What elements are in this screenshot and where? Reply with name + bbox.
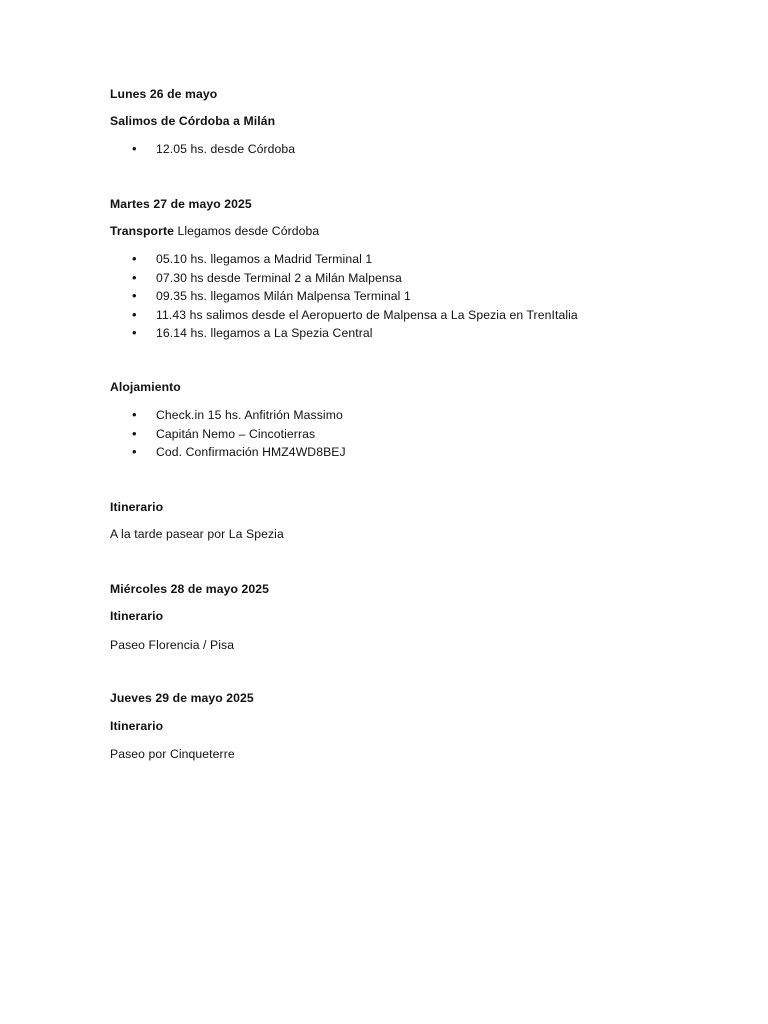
bullet-icon: • — [132, 251, 137, 266]
bullet-icon: • — [132, 270, 137, 285]
transport-text: Llegamos desde Córdoba — [173, 224, 320, 238]
day4-itinerary-heading: Itinerario — [110, 719, 164, 733]
list-item — [132, 444, 346, 460]
bullet-icon: • — [132, 288, 137, 303]
list-item-text: Check.in 15 hs. Anfitrión Massimo — [156, 408, 343, 422]
list-item-text: 07.30 hs desde Terminal 2 a Milán Malpensa — [156, 271, 402, 285]
day3-heading: Miércoles 28 de mayo 2025 — [110, 582, 269, 596]
list-item — [132, 141, 295, 157]
bullet-icon: • — [132, 307, 137, 322]
day4-heading: Jueves 29 de mayo 2025 — [110, 691, 254, 705]
day2-itinerary-heading: Itinerario — [110, 500, 164, 514]
list-item-text: 11.43 hs salimos desde el Aeropuerto de Malpensa a La Spezia en TrenItalia — [156, 308, 578, 322]
list-item — [132, 288, 411, 304]
bullet-icon: • — [132, 141, 137, 156]
list-item-text: 09.35 hs. llegamos Milán Malpensa Terminal 1 — [156, 289, 411, 303]
bullet-icon: • — [132, 407, 137, 422]
transport-label: Transporte — [110, 224, 174, 238]
list-item — [132, 426, 315, 442]
day3-itinerary-heading: Itinerario — [110, 609, 164, 623]
day4-itinerary-text: Paseo por Cinqueterre — [110, 747, 235, 761]
list-item — [132, 325, 373, 341]
list-item-text: 16.14 hs. llegamos a La Spezia Central — [156, 326, 373, 340]
bullet-icon: • — [132, 325, 137, 340]
bullet-icon: • — [132, 444, 137, 459]
list-item-text: 05.10 hs. llegamos a Madrid Terminal 1 — [156, 252, 373, 266]
day2-heading: Martes 27 de mayo 2025 — [110, 197, 252, 211]
bullet-icon: • — [132, 426, 137, 441]
transport-line — [110, 223, 319, 239]
day2-itinerary-text: A la tarde pasear por La Spezia — [110, 527, 284, 541]
list-item-text: Cod. Confirmación HMZ4WD8BEJ — [156, 445, 346, 459]
lodging-heading: Alojamiento — [110, 380, 181, 394]
list-item — [132, 251, 372, 267]
day1-subheading: Salimos de Córdoba a Milán — [110, 114, 276, 128]
day3-itinerary-text: Paseo Florencia / Pisa — [110, 638, 235, 652]
list-item — [132, 407, 343, 423]
list-item — [132, 307, 578, 323]
list-item-text: 12.05 hs. desde Córdoba — [156, 142, 296, 156]
list-item — [132, 270, 402, 286]
day1-heading: Lunes 26 de mayo — [110, 87, 218, 101]
list-item-text: Capitán Nemo – Cincotierras — [156, 427, 316, 441]
